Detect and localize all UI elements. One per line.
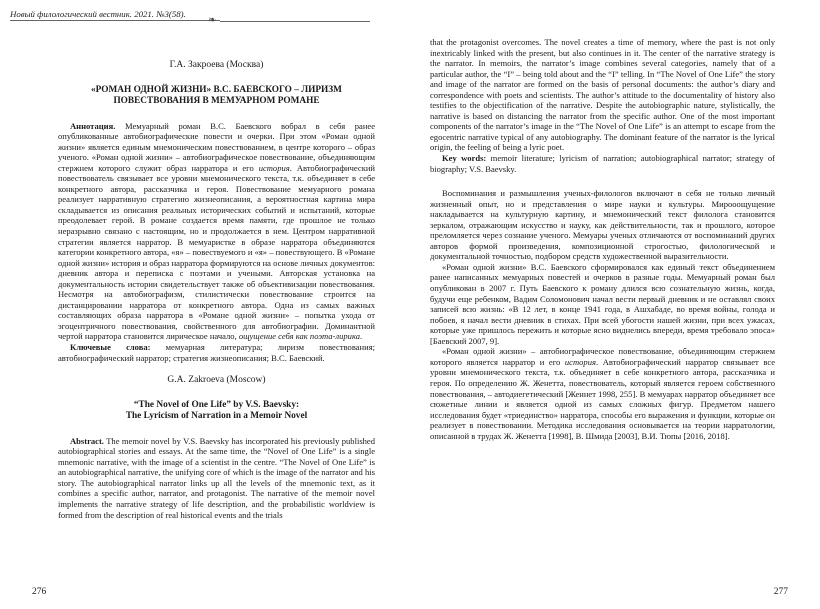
title-en-line-1: “The Novel of One Life” by V.S. Baevsky: (133, 399, 300, 410)
body-paragraph-3 (430, 346, 775, 441)
body-3-text: «Роман одной жизни» – автобиографическое повествование, объединяющим стержнем которого является нарратор и его (430, 346, 775, 367)
left-column (58, 60, 375, 520)
right-column (430, 37, 775, 441)
title-ru-line-2: ПОВЕСТВОВАНИЯ В МЕМУАРНОМ РОМАНЕ (113, 95, 320, 106)
title-en-line-2: The Lyricism of Narration in a Memoir Novel (125, 410, 308, 421)
title-ru-line-1: «РОМАН ОДНОЙ ЖИЗНИ» В.С. БАЕВСКОГО – ЛИРИЗМ (91, 84, 342, 95)
article-title-ru (58, 85, 375, 107)
author-ru: Г.А. Закроева (Москва) (169, 60, 264, 70)
body-3-italic: история (564, 356, 596, 367)
keywords-ru (58, 342, 375, 363)
header-ornament: ❧ (208, 15, 217, 26)
keywords-en (430, 153, 775, 174)
page-number-left: 276 (32, 587, 47, 597)
running-head: Новый филологический вестник. 2021. №3(58). (10, 9, 186, 19)
header-rule-right (220, 21, 370, 22)
abstract-en-label: Abstract. (70, 435, 104, 446)
body-paragraph-1: Воспоминания и размышления ученых-филологов включают в себя не только личный жизненный опыт, но и представления о мире науки и культуры. Мирооощущение накладывается на культурную картину, и мнемонический текст филолога становится зеркалом, отражающим искусство и науку, как действительности, так и прошлого, которое преломляется через сознание ученого. Мемуары ученых отличаются от воспоминаний других авторов формой произведения, композиционной строгостью, филологической и документальной точностью, подбором средств художественной выразительности. (430, 188, 775, 262)
page-number-right: 277 (773, 587, 788, 597)
article-title-en (58, 400, 375, 422)
abstract-en-continued: that the protagonist overcomes. The novel creates a time of memory, where the past is not only inextricably linked with the present, but also continues in it. The center of the narrative strategy is the narrator. In memoirs, the narrator’s image combines several categories, namely that of a particular author, the “I” – being told about and the “I” telling. In “The Novel of One Life” the story and image of the narrator are formed on the basis of personal documents: the author’s diary and correspondence with poets and scientists. The author’s attitude to the documentality of history also testifies to the objectification of the narrative. Despite the autobiographic nature, stylistically, the narrative is based on distancing the narrator from the specific author. One of the most important components of the narrator’s image in the “The Novel of One Life” is an attempt to escape from the egocentric narrative typical of any autobiography. The dominant feature of the narrator is the lyrical origin, the feeling of being a lyric poet. (430, 37, 775, 153)
body-paragraph-2: «Роман одной жизни» В.С. Баевского сформировался как единый текст объединением ранее написанных мемуарных повестей и очерков в разные годы. Мемуарный роман был опубликован в 2007 г. Путь Баевского к роману длился всю сознательную жизнь, когда, будучи еще ребенком, Вадим Соломонович начал вести первый дневник и не оставлял своих записей всю жизнь: «В 12 лет, в конце 1941 года, в Ашхабаде, во время войны, голода и побоев, я начал вести дневник в стихах. При всей убогости нашей жизни, при всех ужасах, которые уже пришлось пережить и которые ясно виднелись впереди, время требовало эпоса» [Баевский 2007, 9]. (430, 261, 775, 346)
abstract-ru-italic-1: история (258, 162, 290, 173)
abstract-ru-label: Аннотация. (70, 120, 116, 131)
right-page (410, 0, 820, 609)
keywords-ru-label: Ключевые слова: (70, 342, 151, 353)
abstract-ru-text-2: . Автобиографический повествователь связывает все уровни мнемонического текста, т.к. объединяет в себе конкретного автора, рассказчика и героя. Повествование мемуарного романа реализует нарративную стратегию жизнеописания, а вероятностная картина мира складывается из описания реальных исторических событий и испытаний, которые преодолевает герой. В романе создается время памяти, где прошлое не только неразрывно связано с настоящим, но и продолжается в нем. Центром нарративной стратегии является нарратор. В мемуаристке в образе нарратора объединяются категории конкретного автора, «я» – повествуемого и «я» – повествующего. В «Романе одной жизни» история и образ нарратора формируются на основе личных документов: дневник автора и переписка с поэтами и учеными. Авторская установка на документальность истории свидетельствует также об объективизации повествования. Несмотря на автобиографизм, стилистически повествование строится на дистанцировании нарратора от конкретного автора. Одна из самых важных составляющих образа нарратора в «Романе одной жизни» – попытка ухода от эгоцентричного повествования, свойственного для автобиографии. Доминантной чертой нарратора становится лирическое начало, (58, 162, 375, 342)
abstract-en-text: The memoir novel by V.S. Baevsky has incorporated his previously published autobiographical stories and essays. At the same time, the “Novel of One Life” is a single mnemonic narrative, with the image of a scientist in the centre. “The Novel of One Life” is an autobiographical narrative, the unifying core of which is the image of the narrator and his story. The autobiographical narrator links up all the levels of the mnemonic text, as it combines a specific author, narrator, and protagonist. The narrative of the memoir novel implements the narrative strategy of life description, and the probabilistic worldview is formed from the description of real historical events and the trials (58, 435, 375, 520)
abstract-ru-text-1: Мемуарный роман В.С. Баевского вобрал в себя ранее опубликованные автобиографические повести и очерки. При этом «Роман одной жизни» является единым мнемоническим повествованием, в центре которого – образ ученого. «Роман одной жизни» – автобиографическое повествование, объединяющим стержнем которого служит образ нарратора и его (58, 120, 375, 173)
keywords-en-text: memoir literature; lyricism of narration; autobiographical narrator; strategy of biography; V.S. Baevsky. (430, 153, 775, 174)
abstract-ru-italic-2: ощущение себя как поэта-лирика (238, 331, 361, 342)
keywords-ru-text: мемуарная литература; лиризм повествования; автобиографический нарратор; стратегия жизнеописания; В.С. Баевский. (58, 342, 376, 363)
section-gap (430, 174, 775, 188)
abstract-ru-end: . (360, 331, 363, 342)
header-rule-left (10, 20, 220, 21)
abstract-en (58, 436, 375, 520)
abstract-ru (58, 121, 375, 342)
author-en: G.A. Zakroeva (Moscow) (167, 375, 266, 386)
body-3-cont: . Автобиографический нарратор связывает все уровни мнемонического текста, т.к. объединяет в себе конкретного автора, рассказчика и героя. По определению Ж. Женетта, повествователь, который является героем собственного повествования, – автодиегетический [Женнет 1998, 255]. В мемуарах нарратор объединяет все сюжетные линии и является одной из самых сложных фигур. Предметом нашего исследования будет «триединство» нарратора, способы его выражения и функции, которые он реализует в повествовании. Методика исследования основывается на теории нарратологии, описанной в трудах Ж. Женетта [1998], В. Шмида [2003], В.И. Тюпы [2016, 2018]. (430, 356, 776, 441)
keywords-en-label: Key words: (442, 153, 487, 164)
